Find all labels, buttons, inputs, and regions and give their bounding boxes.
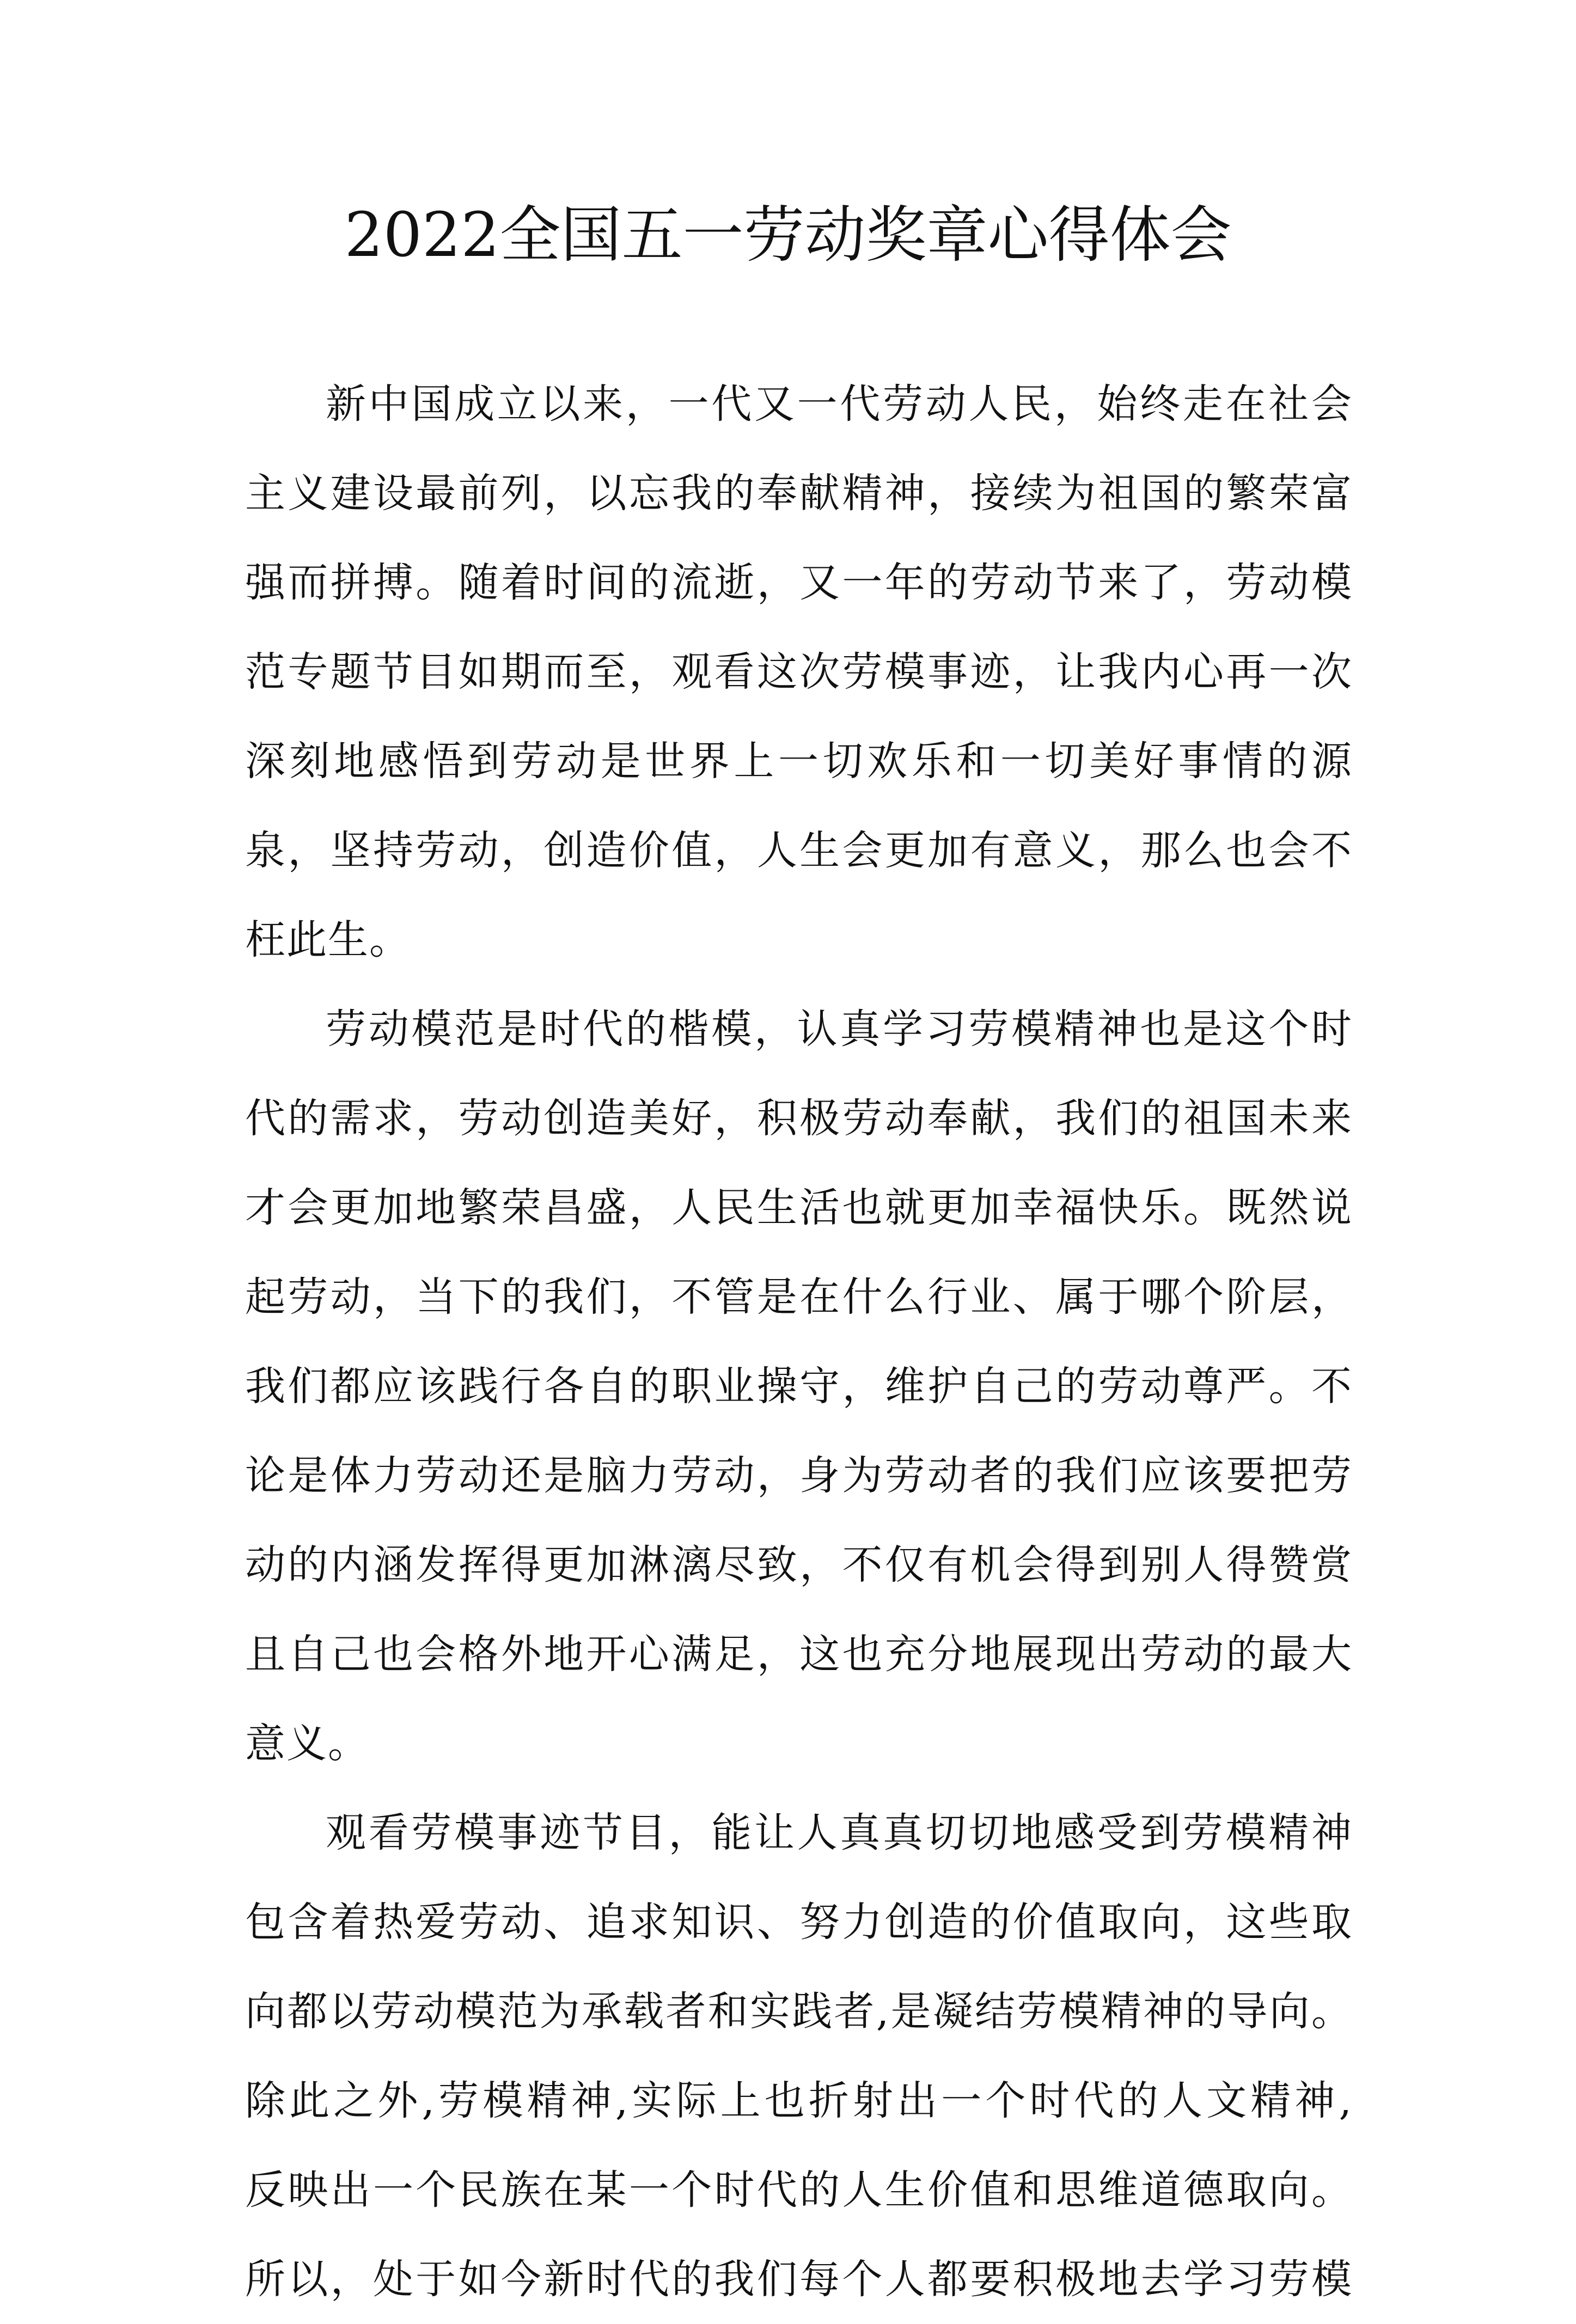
paragraph-2-line-4: 起劳动，当下的我们，不管是在什么行业、属于哪个阶层， <box>245 1274 1353 1320</box>
paragraph-1-line-4: 范专题节目如期而至，观看这次劳模事迹，让我内心再一次 <box>245 649 1353 695</box>
paragraph-1-line-5: 深刻地感悟到劳动是世界上一切欢乐和一切美好事情的源 <box>245 738 1353 785</box>
paragraph-2-line-3: 才会更加地繁荣昌盛，人民生活也就更加幸福快乐。既然说 <box>245 1184 1353 1231</box>
paragraph-3-line-4: 除此之外,劳模精神,实际上也折射出一个时代的人文精神, <box>245 2077 1353 2124</box>
paragraph-1-line-3: 强而拼搏。随着时间的流逝，又一年的劳动节来了，劳动模 <box>245 559 1353 606</box>
paragraph-1-line-6: 泉，坚持劳动，创造价值，人生会更加有意义，那么也会不 <box>245 827 1353 874</box>
paragraph-3-line-1: 观看劳模事迹节目，能让人真真切切地感受到劳模精神 <box>326 1809 1353 1856</box>
paragraph-2-line-7: 动的内涵发挥得更加淋漓尽致，不仅有机会得到别人得赞赏 <box>245 1542 1353 1588</box>
paragraph-1-line-1: 新中国成立以来，一代又一代劳动人民，始终走在社会 <box>326 381 1353 427</box>
paragraph-1-line-2: 主义建设最前列，以忘我的奉献精神，接续为祖国的繁荣富 <box>245 470 1353 517</box>
paragraph-3-line-5: 反映出一个民族在某一个时代的人生价值和思维道德取向。 <box>245 2167 1353 2213</box>
paragraph-2-line-8: 且自己也会格外地开心满足，这也充分地展现出劳动的最大 <box>245 1631 1353 1678</box>
paragraph-2-line-5: 我们都应该践行各自的职业操守，维护自己的劳动尊严。不 <box>245 1363 1353 1410</box>
paragraph-3-line-6: 所以，处于如今新时代的我们每个人都要积极地去学习劳模 <box>245 2256 1353 2303</box>
paragraph-3-line-2: 包含着热爱劳动、追求知识、努力创造的价值取向，这些取 <box>245 1899 1353 1946</box>
paragraph-2-line-1: 劳动模范是时代的楷模，认真学习劳模精神也是这个时 <box>326 1006 1353 1053</box>
document-title: 2022全国五一劳动奖章心得体会 <box>344 200 1232 271</box>
document-body <box>245 359 1353 2324</box>
paragraph-2-line-6: 论是体力劳动还是脑力劳动，身为劳动者的我们应该要把劳 <box>245 1452 1353 1499</box>
paragraph-2-line-9: 意义。 <box>245 1720 369 1767</box>
paragraph-3-line-3: 向都以劳动模范为承载者和实践者,是凝结劳模精神的导向。 <box>245 1988 1353 2035</box>
paragraph-2-line-2: 代的需求，劳动创造美好，积极劳动奉献，我们的祖国未来 <box>245 1095 1353 1142</box>
paragraph-1-line-7: 枉此生。 <box>245 916 411 963</box>
